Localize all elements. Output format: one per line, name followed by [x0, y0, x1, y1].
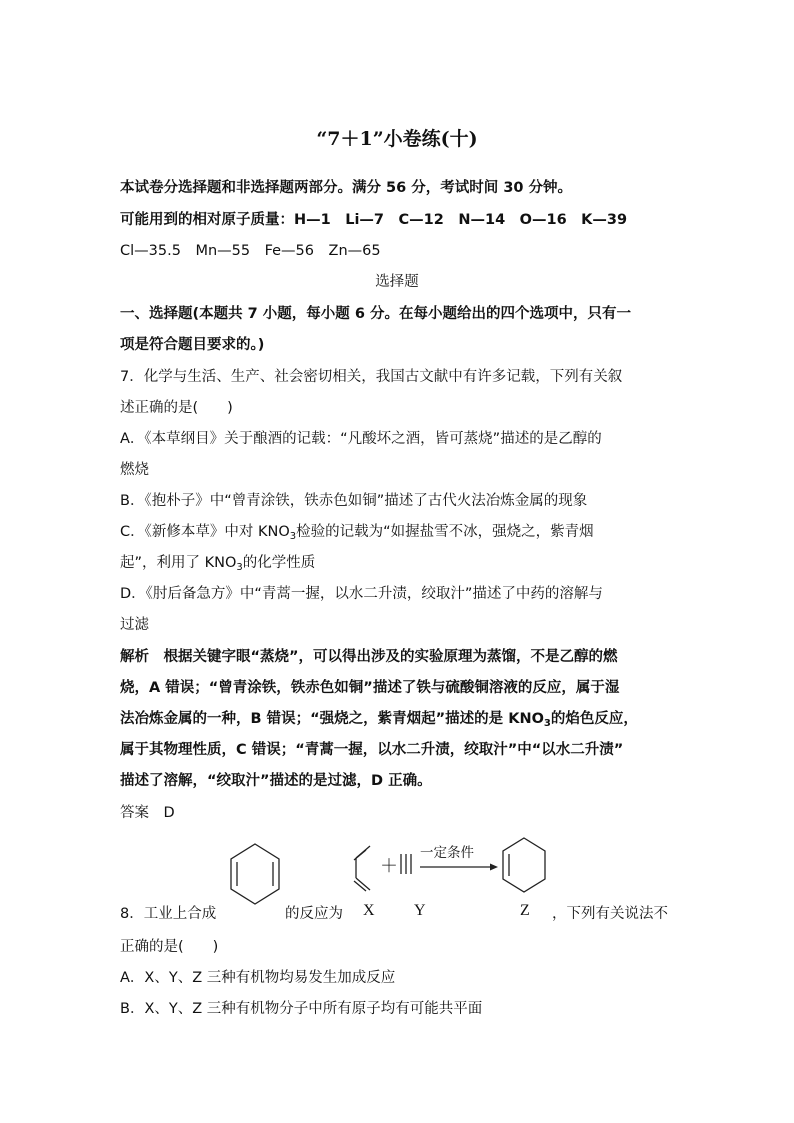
q8-stem-line-2: 正确的是( ) [120, 939, 219, 955]
q7-option-b: B．《抱朴子》中“曾青涂铁，铁赤色如铜”描述了古代火法冶炼金属的现象 [120, 493, 588, 509]
q7-stem-line-1: 7．化学与生活、生产、社会密切相关，我国古文献中有许多记载，下列有关叙 [120, 369, 623, 385]
q7-analysis-line-3 [120, 709, 680, 734]
q7-analysis-3-post: 的焰色反应， [550, 711, 638, 727]
q8-option-a: A．X、Y、Z 三种有机物均易发生加成反应 [120, 970, 396, 986]
q7-option-d-line-2: 过滤 [120, 617, 149, 633]
q7-analysis-line-1: 解析 根据关键字眼“蒸烧”，可以得出涉及的实验原理为蒸馏，不是乙醇的燃 [120, 649, 618, 665]
q7-analysis-line-5: 描述了溶解，“绞取汁”描述的是过滤，D 正确。 [120, 773, 432, 789]
q7-option-a-line-1: A．《本草纲目》关于酿酒的记载：“凡酸坏之酒，皆可蒸烧”描述的是乙醇的 [120, 431, 602, 447]
q7-option-c2-text-pre: 起”，利用了 KNO [120, 555, 237, 571]
instructions-line-2: 项是符合题目要求的。) [120, 337, 265, 353]
intro-line-3: Cl—35.5 Mn—55 Fe—56 Zn—65 [120, 243, 381, 259]
q7-option-a-line-2: 燃烧 [120, 462, 149, 478]
q7-option-c-line-1 [120, 522, 680, 547]
reaction-condition: 一定条件 [420, 845, 474, 861]
subscript: 3 [543, 718, 551, 729]
q7-option-d-line-1: D．《肘后备急方》中“青蒿一握，以水二升渍，绞取汁”描述了中药的溶解与 [120, 586, 603, 602]
subscript: 3 [236, 562, 243, 573]
q8-stem-mid: 的反应为 [285, 906, 343, 922]
q7-analysis-line-2: 烧，A 错误；“曾青涂铁，铁赤色如铜”描述了铁与硫酸铜溶液的反应，属于湿 [120, 680, 620, 696]
plus-sign: ＋ [380, 856, 398, 876]
q7-option-c2-text-post: 的化学性质 [242, 555, 316, 571]
label-x: X [363, 902, 375, 919]
instructions-line-1: 一、选择题(本题共 7 小题，每小题 6 分。在每小题给出的四个选项中，只有一 [120, 306, 631, 322]
q8-stem-pre: 8．工业上合成 [120, 906, 217, 922]
reaction-arrow [418, 862, 500, 872]
q7-option-c-text-post: 检验的记载为“如握盐雪不冰，强烧之，紫青烟 [296, 524, 594, 540]
page-title: “7＋1”小卷练(十) [316, 128, 478, 150]
label-z: Z [520, 902, 530, 919]
cyclohexadiene-structure [228, 842, 282, 908]
ethyne-structure [398, 852, 414, 876]
q7-analysis-line-4: 属于其物理性质，C 错误；“青蒿一握，以水二升渍，绞取汁”中“以水二升渍” [120, 742, 624, 758]
q7-option-c-line-2 [120, 553, 680, 578]
subscript: 3 [289, 531, 297, 542]
q7-stem-line-2: 述正确的是( ) [120, 400, 233, 416]
q7-answer: 答案 D [120, 805, 175, 821]
q7-analysis-3-pre: 法冶炼金属的一种，B 错误；“强烧之，紫青烟起”描述的是 KNO [120, 711, 544, 727]
q7-option-c-text-pre: C．《新修本草》中对 KNO [120, 524, 290, 540]
intro-line-1: 本试卷分选择题和非选择题两部分。满分 56 分，考试时间 30 分钟。 [120, 180, 573, 196]
q8-stem-post: ，下列有关说法不 [552, 906, 668, 922]
butadiene-structure [350, 844, 378, 894]
cyclohexene-structure [500, 836, 548, 896]
section-heading: 选择题 [375, 274, 419, 290]
label-y: Y [414, 902, 426, 919]
intro-line-2: 可能用到的相对原子质量：H—1 Li—7 C—12 N—14 O—16 K—39 [120, 212, 628, 228]
q8-option-b: B．X、Y、Z 三种有机物分子中所有原子均有可能共平面 [120, 1001, 483, 1017]
